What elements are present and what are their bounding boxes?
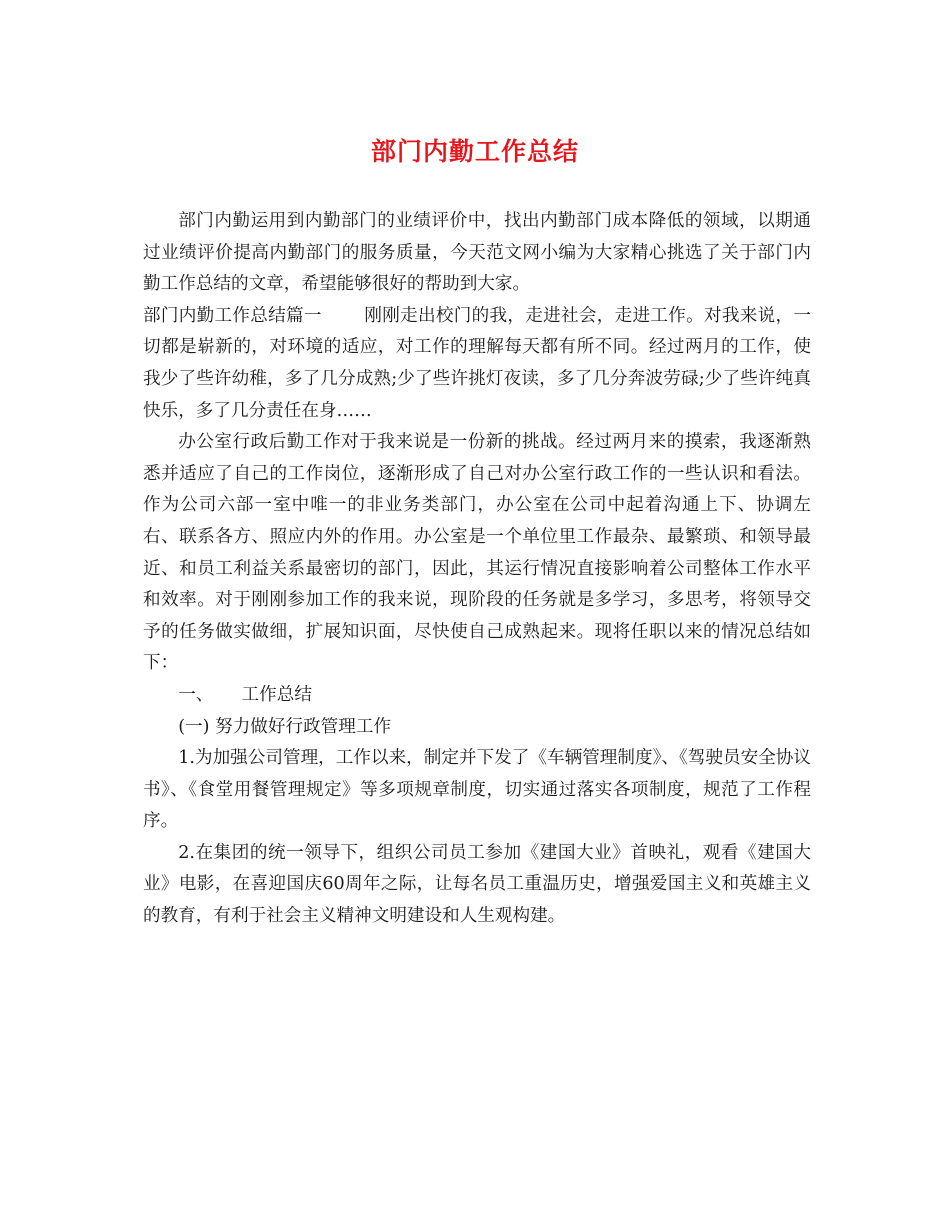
- heading-text: 工作总结: [241, 684, 312, 705]
- subheading-admin: (一) 努力做好行政管理工作: [178, 716, 392, 737]
- section-paragraph: [143, 301, 811, 427]
- office-work-paragraph: 办公室行政后勤工作对于我来说是一份新的挑战。经过两月来的摸索，我逐渐熟悉并适应了自己的工作岗位，逐渐形成了自己对办公室行政工作的一些认识和看法。作为公司六部一室中唯一的非业务类部门，办公室在公司中起着沟通上下、协调左右、联系各方、照应内外的作用。办公室是一个单位里工作最杂、最繁琐、和领导最近、和员工利益关系最密切的部门，因此，其运行情况直接影响着公司整体工作水平和效率。对于刚刚参加工作的我来说，现阶段的任务就是多学习，多思考，将领导交予的任务做实做细，扩展知识面，尽快使自己成熟起来。现将任职以来的情况总结如下：: [143, 432, 811, 674]
- intro-paragraph: 部门内勤运用到内勤部门的业绩评价中，找出内勤部门成本降低的领域，以期通过业绩评价提高内勤部门的服务质量，今天范文网小编为大家精心挑选了关于部门内勤工作总结的文章，希望能够很好的帮助到大家。: [143, 211, 811, 295]
- section-first-paragraph: 刚刚走出校门的我，走进社会，走进工作。对我来说，一切都是崭新的，对环境的适应，对工作的理解每天都有所不同。经过两月的工作，使我少了些许幼稚，多了几分成熟;少了些许挑灯夜读，多了几分奔波劳碌;少了些许纯真快乐，多了几分责任在身……: [143, 305, 811, 421]
- section-label: 部门内勤工作总结篇一: [143, 305, 322, 326]
- heading-work-summary: [143, 680, 811, 712]
- list-item-2: 2.在集团的统一领导下，组织公司员工参加《建国大业》首映礼，观看《建国大业》电影，在喜迎国庆60周年之际，让每名员工重温历史，增强爱国主义和英雄主义的教育，有利于社会主义精神文明建设和人生观构建。: [143, 842, 811, 927]
- list-item-1: 1.为加强公司管理，工作以来，制定并下发了《车辆管理制度》、《驾驶员安全协议书》、《食堂用餐管理规定》等多项规章制度，切实通过落实各项制度，规范了工作程序。: [143, 748, 811, 832]
- document-title: 部门内勤工作总结: [370, 137, 579, 166]
- document-body: [143, 206, 811, 933]
- heading-number: 一、: [178, 684, 214, 705]
